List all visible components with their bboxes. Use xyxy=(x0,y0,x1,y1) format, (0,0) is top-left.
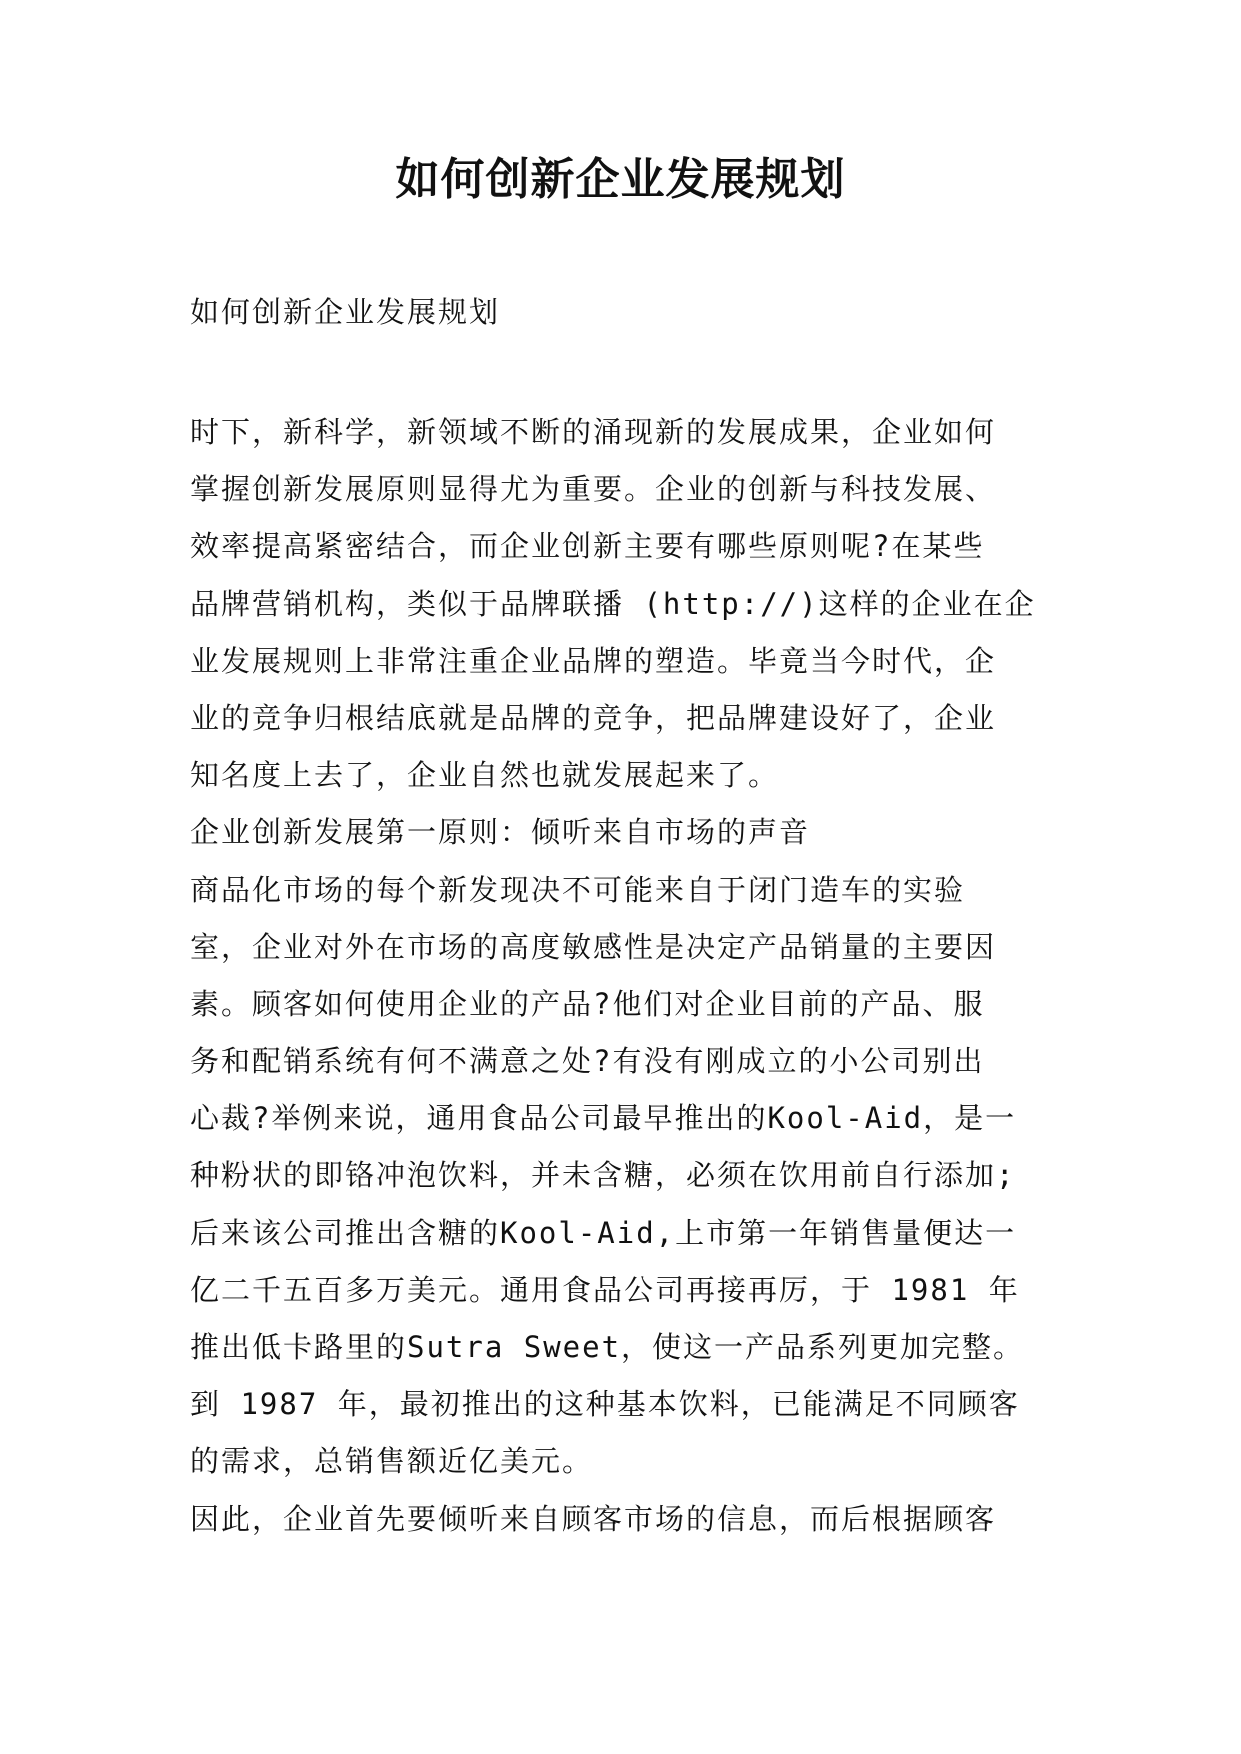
section-heading: 企业创新发展第一原则：倾听来自市场的声音 xyxy=(190,815,811,850)
body-line: 心裁?举例来说，通用食品公司最早推出的Kool-Aid，是一 xyxy=(190,1101,1017,1136)
body-line: 务和配销系统有何不满意之处?有没有刚成立的小公司别出 xyxy=(190,1044,985,1079)
body-line: 到 1987 年，最初推出的这种基本饮料，已能满足不同顾客 xyxy=(190,1387,1020,1422)
body-line: 推出低卡路里的Sutra Sweet，使这一产品系列更加完整。 xyxy=(190,1330,1025,1364)
body-line: 因此，企业首先要倾听来自顾客市场的信息，而后根据顾客 xyxy=(190,1501,997,1536)
body-line: 种粉状的即铬冲泡饮料，并未含糖，必须在饮用前自行添加; xyxy=(190,1158,1016,1193)
body-line: 品牌营销机构，类似于品牌联播 (http://)这样的企业在企 xyxy=(190,586,1036,621)
body-line: 亿二千五百多万美元。通用食品公司再接再厉，于 1981 年 xyxy=(190,1272,1020,1307)
body-line: 素。顾客如何使用企业的产品?他们对企业目前的产品、服 xyxy=(190,986,985,1021)
document-content xyxy=(190,292,1060,1536)
body-text xyxy=(190,404,1060,1548)
body-line: 知名度上去了，企业自然也就发展起来了。 xyxy=(190,758,780,793)
body-line: 商品化市场的每个新发现决不可能来自于闭门造车的实验 xyxy=(190,872,966,907)
body-line: 的需求，总销售额近亿美元。 xyxy=(190,1444,594,1479)
document-subtitle: 如何创新企业发展规划 xyxy=(190,295,501,329)
document-title: 如何创新企业发展规划 xyxy=(395,154,846,205)
body-line: 掌握创新发展原则显得尤为重要。企业的创新与科技发展、 xyxy=(190,472,997,507)
body-line: 室，企业对外在市场的高度敏感性是决定产品销量的主要因 xyxy=(190,929,997,964)
body-line: 后来该公司推出含糖的Kool-Aid,上市第一年销售量便达一 xyxy=(190,1215,1017,1250)
body-line: 业的竞争归根结底就是品牌的竞争，把品牌建设好了，企业 xyxy=(190,700,997,735)
body-line: 时下，新科学，新领域不断的涌现新的发展成果，企业如何 xyxy=(190,415,997,449)
body-line: 效率提高紧密结合，而企业创新主要有哪些原则呢?在某些 xyxy=(190,529,985,564)
body-line: 业发展规则上非常注重企业品牌的塑造。毕竟当今时代，企 xyxy=(190,643,997,678)
